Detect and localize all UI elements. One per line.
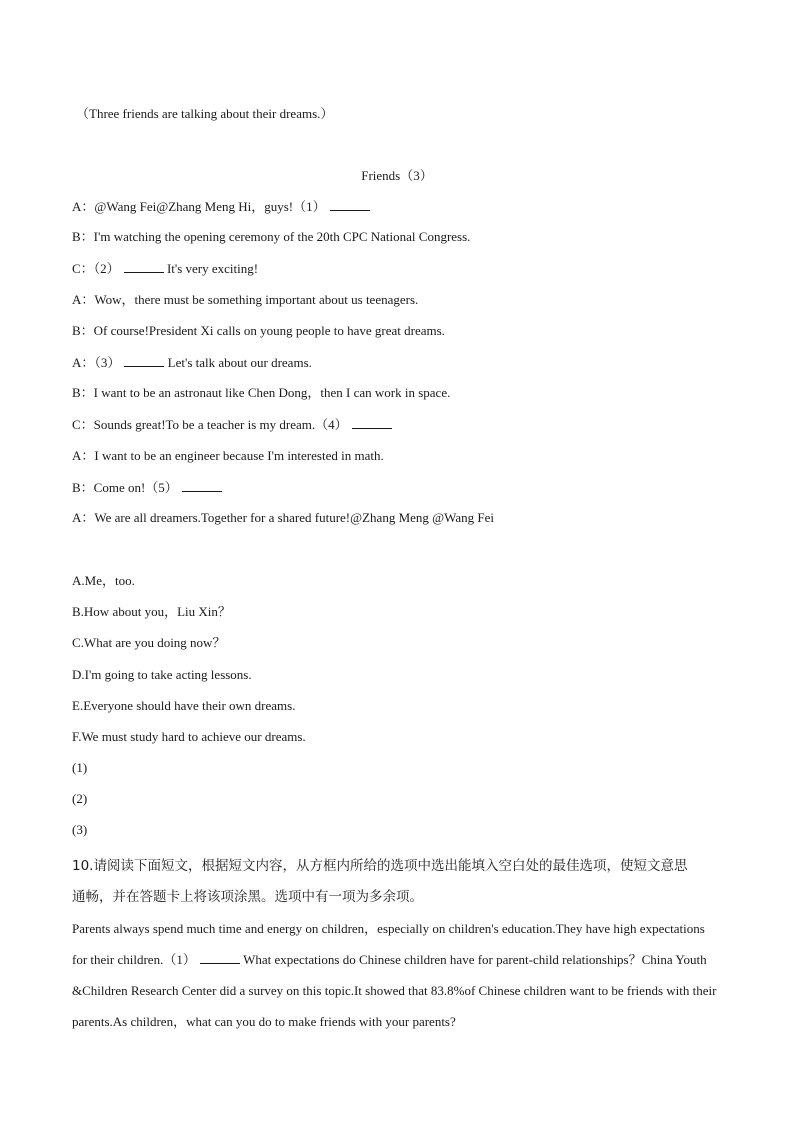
dialogue-block (72, 196, 494, 539)
answer-blank[interactable] (182, 477, 222, 492)
speaker: A： (72, 447, 95, 463)
passage-text (72, 913, 722, 1037)
dialogue-line (72, 227, 494, 258)
speaker: A： (72, 354, 95, 370)
dialogue-title: Friends（3） (361, 168, 433, 183)
option-item: D.I'm going to take acting lessons. (72, 666, 252, 682)
line-text: Sounds great!To be a teacher is my dream.（4） (93, 417, 348, 433)
line-text: I want to be an engineer because I'm interested in math. (94, 447, 384, 463)
speaker: A： (72, 509, 95, 525)
option-item: B.How about you，Liu Xin？ (72, 604, 231, 620)
line-text: （2） (93, 261, 120, 277)
answer-blank[interactable] (352, 414, 392, 429)
dialogue-line (72, 196, 494, 227)
answer-blank[interactable] (124, 258, 164, 273)
dialogue-line (72, 352, 494, 383)
answer-item: (3) (72, 822, 88, 838)
option-item: F.We must study hard to achieve our dreams. (72, 728, 306, 744)
speaker: A： (72, 199, 95, 214)
speaker: A： (72, 291, 95, 307)
line-text: Come on!（5） (93, 479, 178, 495)
answer-blank[interactable] (330, 196, 370, 211)
line-text-after: Let's talk about our dreams. (164, 354, 312, 370)
line-text: Of course!President Xi calls on young people to have great dreams. (93, 322, 445, 338)
option-list (72, 571, 306, 758)
dialogue-line (72, 258, 494, 289)
dialogue-line (72, 290, 494, 321)
dialogue-line (72, 414, 494, 445)
dialogue-line (72, 446, 494, 477)
instruction-line: 10.请阅读下面短文，根据短文内容，从方框内所给的选项中选出能填入空白处的最佳选项，使短文意思 (72, 858, 688, 874)
speaker: B： (72, 322, 94, 338)
line-text: （3） (94, 354, 121, 370)
question-instructions (72, 851, 722, 913)
speaker: C： (72, 417, 94, 433)
passage-part: Parents always spend much time and energy on children，especially on children's education.They have high expectations for their children.（1） (72, 921, 705, 967)
answer-list (72, 758, 87, 852)
speaker: B： (72, 385, 94, 401)
speaker: B： (72, 229, 94, 245)
dialogue-line (72, 508, 494, 539)
option-item: E.Everyone should have their own dreams. (72, 697, 296, 713)
answer-item: (2) (72, 791, 88, 807)
answer-blank[interactable] (124, 352, 164, 367)
option-item: A.Me，too. (72, 573, 135, 588)
instruction-line: 通畅，并在答题卡上将该项涂黑。选项中有一项为多余项。 (72, 889, 423, 905)
question-10 (72, 851, 722, 1037)
scene-intro: （Three friends are talking about their dreams.） (76, 106, 334, 121)
line-text: @Wang Fei@Zhang Meng Hi，guys!（1） (94, 199, 326, 214)
option-item: C.What are you doing now？ (72, 635, 226, 651)
dialogue-line (72, 477, 494, 508)
line-text: I'm watching the opening ceremony of the 20th CPC National Congress. (93, 229, 471, 245)
answer-blank[interactable] (200, 949, 240, 964)
line-text: We are all dreamers.Together for a shared future!@Zhang Meng @Wang Fei (94, 509, 494, 525)
passage-part: What expectations do Chinese children have for parent-child relationships？China Youth &Children Research Center did a survey on this topic.It showed that 83.8%of Chinese children want to be friends with their parents.As children，what can you do to make friends with your parents? (72, 952, 717, 1029)
dialogue-line (72, 321, 494, 352)
line-text: Wow，there must be something important about us teenagers. (94, 291, 419, 307)
answer-item: (1) (72, 760, 88, 775)
dialogue-line (72, 383, 494, 414)
line-text: I want to be an astronaut like Chen Dong，then I can work in space. (93, 385, 451, 401)
speaker: B： (72, 479, 94, 495)
line-text-after: It's very exciting! (163, 261, 259, 277)
speaker: C： (72, 261, 94, 277)
